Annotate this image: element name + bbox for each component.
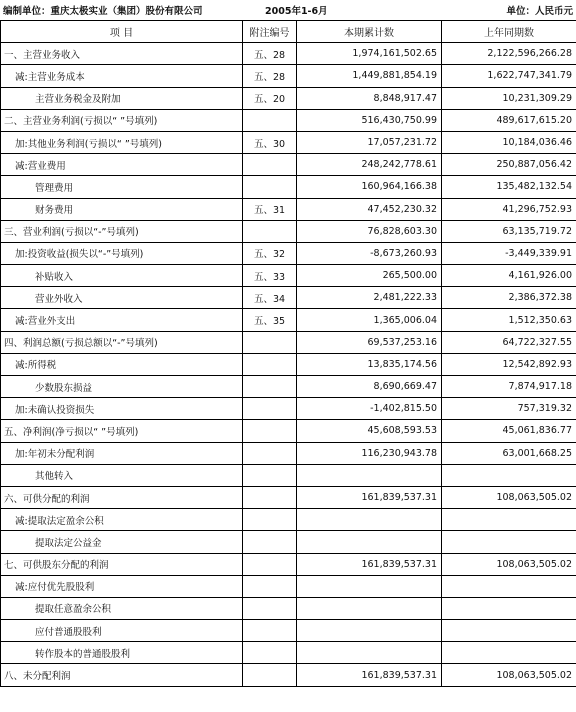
row-note: 五、28: [243, 65, 297, 87]
table-row: [1, 109, 576, 131]
row-note: [243, 553, 297, 575]
table-row: [1, 398, 576, 420]
column-header-current: 本期累计数: [297, 21, 442, 43]
row-item: 应付普通股股利: [1, 620, 243, 642]
row-current-value: 17,057,231.72: [297, 131, 442, 153]
row-note: [243, 176, 297, 198]
row-prior-value: 108,063,505.02: [442, 664, 576, 686]
table-row: [1, 87, 576, 109]
table-row: [1, 442, 576, 464]
table-row: [1, 664, 576, 686]
row-note: [243, 376, 297, 398]
row-item: 管理费用: [1, 176, 243, 198]
row-prior-value: 12,542,892.93: [442, 353, 576, 375]
row-note: [243, 664, 297, 686]
row-current-value: 1,449,881,854.19: [297, 65, 442, 87]
row-current-value: [297, 642, 442, 664]
row-prior-value: 250,887,056.42: [442, 154, 576, 176]
row-current-value: 265,500.00: [297, 265, 442, 287]
table-row: [1, 309, 576, 331]
row-item: 少数股东损益: [1, 376, 243, 398]
row-current-value: -1,402,815.50: [297, 398, 442, 420]
row-prior-value: 7,874,917.18: [442, 376, 576, 398]
row-note: [243, 464, 297, 486]
row-prior-value: [442, 531, 576, 553]
row-item: 减:营业外支出: [1, 309, 243, 331]
row-item: 减:提取法定盈余公积: [1, 509, 243, 531]
row-current-value: 248,242,778.61: [297, 154, 442, 176]
row-item: 补贴收入: [1, 265, 243, 287]
row-prior-value: 757,319.32: [442, 398, 576, 420]
company-name: 编制单位：重庆太极实业（集团）股份有限公司: [3, 6, 203, 17]
row-note: [243, 353, 297, 375]
table-row: [1, 353, 576, 375]
table-row: [1, 597, 576, 619]
row-current-value: 8,690,669.47: [297, 376, 442, 398]
row-note: 五、33: [243, 265, 297, 287]
row-item: 减:主营业务成本: [1, 65, 243, 87]
row-item: 四、利润总额(亏损总额以“-”号填列): [1, 331, 243, 353]
row-prior-value: 489,617,615.20: [442, 109, 576, 131]
table-row: [1, 154, 576, 176]
table-row: [1, 176, 576, 198]
row-note: [243, 597, 297, 619]
report-header: [0, 0, 576, 20]
row-prior-value: [442, 597, 576, 619]
row-current-value: [297, 509, 442, 531]
row-prior-value: 64,722,327.55: [442, 331, 576, 353]
row-current-value: [297, 531, 442, 553]
row-current-value: 116,230,943.78: [297, 442, 442, 464]
row-note: [243, 154, 297, 176]
row-item: 加:投资收益(损失以“-”号填列): [1, 242, 243, 264]
column-header-note: 附注编号: [243, 21, 297, 43]
row-prior-value: [442, 642, 576, 664]
row-current-value: 160,964,166.38: [297, 176, 442, 198]
table-row: [1, 265, 576, 287]
row-note: [243, 642, 297, 664]
row-item: 财务费用: [1, 198, 243, 220]
row-note: 五、20: [243, 87, 297, 109]
row-prior-value: 2,122,596,266.28: [442, 43, 576, 65]
row-prior-value: 4,161,926.00: [442, 265, 576, 287]
table-row: [1, 509, 576, 531]
table-row: [1, 464, 576, 486]
table-row: [1, 376, 576, 398]
table-row: [1, 331, 576, 353]
row-item: 其他转入: [1, 464, 243, 486]
currency-unit: 单位：人民币元: [506, 6, 573, 17]
row-current-value: 76,828,603.30: [297, 220, 442, 242]
table-row: [1, 43, 576, 65]
table-row: [1, 131, 576, 153]
row-prior-value: [442, 509, 576, 531]
row-note: [243, 531, 297, 553]
row-prior-value: 63,001,668.25: [442, 442, 576, 464]
report-period: 2005年1-6月: [265, 6, 328, 17]
row-prior-value: 1,512,350.63: [442, 309, 576, 331]
row-current-value: 1,365,006.04: [297, 309, 442, 331]
row-note: 五、30: [243, 131, 297, 153]
row-note: 五、28: [243, 43, 297, 65]
row-prior-value: 108,063,505.02: [442, 486, 576, 508]
row-current-value: 47,452,230.32: [297, 198, 442, 220]
row-prior-value: 2,386,372.38: [442, 287, 576, 309]
row-prior-value: 10,184,036.46: [442, 131, 576, 153]
table-row: [1, 642, 576, 664]
table-row: [1, 242, 576, 264]
row-item: 五、净利润(净亏损以“ ”号填列): [1, 420, 243, 442]
row-item: 提取法定公益金: [1, 531, 243, 553]
table-row: [1, 531, 576, 553]
row-item: 减:营业费用: [1, 154, 243, 176]
row-note: 五、34: [243, 287, 297, 309]
row-item: 提取任意盈余公积: [1, 597, 243, 619]
row-note: [243, 420, 297, 442]
row-note: [243, 620, 297, 642]
row-note: [243, 220, 297, 242]
row-item: 加:其他业务利润(亏损以“ ”号填列): [1, 131, 243, 153]
row-current-value: 161,839,537.31: [297, 553, 442, 575]
row-current-value: [297, 620, 442, 642]
table-row: [1, 198, 576, 220]
row-item: 八、未分配利润: [1, 664, 243, 686]
row-prior-value: 45,061,836.77: [442, 420, 576, 442]
table-row: [1, 220, 576, 242]
row-current-value: 161,839,537.31: [297, 664, 442, 686]
row-note: [243, 331, 297, 353]
row-note: [243, 509, 297, 531]
row-prior-value: 10,231,309.29: [442, 87, 576, 109]
column-header-item: 项 目: [1, 21, 243, 43]
row-item: 转作股本的普通股股利: [1, 642, 243, 664]
row-note: 五、35: [243, 309, 297, 331]
row-prior-value: 135,482,132.54: [442, 176, 576, 198]
row-note: [243, 486, 297, 508]
row-item: 二、主营业务利润(亏损以“ ”号填列): [1, 109, 243, 131]
row-item: 六、可供分配的利润: [1, 486, 243, 508]
row-current-value: 13,835,174.56: [297, 353, 442, 375]
row-item: 七、可供股东分配的利润: [1, 553, 243, 575]
table-row: [1, 65, 576, 87]
row-note: [243, 442, 297, 464]
row-item: 营业外收入: [1, 287, 243, 309]
row-current-value: 45,608,593.53: [297, 420, 442, 442]
row-prior-value: [442, 464, 576, 486]
row-prior-value: -3,449,339.91: [442, 242, 576, 264]
table-row: [1, 553, 576, 575]
row-current-value: -8,673,260.93: [297, 242, 442, 264]
row-note: [243, 109, 297, 131]
row-current-value: 69,537,253.16: [297, 331, 442, 353]
row-prior-value: 41,296,752.93: [442, 198, 576, 220]
table-row: [1, 287, 576, 309]
column-header-prior: 上年同期数: [442, 21, 576, 43]
row-current-value: 8,848,917.47: [297, 87, 442, 109]
row-note: 五、31: [243, 198, 297, 220]
row-current-value: [297, 575, 442, 597]
table-row: [1, 420, 576, 442]
row-current-value: [297, 597, 442, 619]
row-current-value: 516,430,750.99: [297, 109, 442, 131]
table-row: [1, 620, 576, 642]
row-item: 减:应付优先股股利: [1, 575, 243, 597]
row-prior-value: 108,063,505.02: [442, 553, 576, 575]
row-note: 五、32: [243, 242, 297, 264]
row-current-value: 161,839,537.31: [297, 486, 442, 508]
table-row: [1, 486, 576, 508]
row-current-value: 1,974,161,502.65: [297, 43, 442, 65]
row-item: 减:所得税: [1, 353, 243, 375]
table-row: [1, 575, 576, 597]
table-header-row: [1, 21, 576, 43]
row-prior-value: [442, 575, 576, 597]
row-item: 加:未确认投资损失: [1, 398, 243, 420]
row-note: [243, 575, 297, 597]
row-item: 三、营业利润(亏损以“-”号填列): [1, 220, 243, 242]
row-note: [243, 398, 297, 420]
row-item: 主营业务税金及附加: [1, 87, 243, 109]
income-statement-table: [0, 20, 576, 687]
row-item: 一、主营业务收入: [1, 43, 243, 65]
row-prior-value: [442, 620, 576, 642]
row-current-value: 2,481,222.33: [297, 287, 442, 309]
row-prior-value: 1,622,747,341.79: [442, 65, 576, 87]
row-current-value: [297, 464, 442, 486]
row-prior-value: 63,135,719.72: [442, 220, 576, 242]
row-item: 加:年初未分配利润: [1, 442, 243, 464]
